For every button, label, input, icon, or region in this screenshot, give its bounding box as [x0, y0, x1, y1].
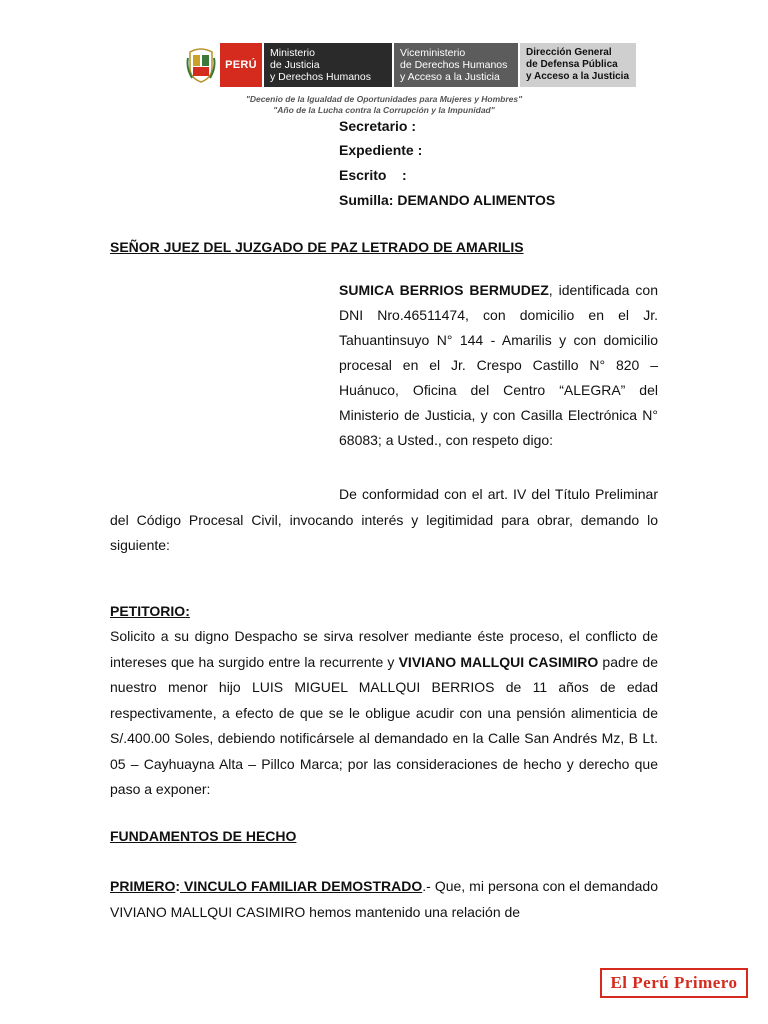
intro-paragraph — [339, 278, 658, 453]
viceministry-line-3: y Acceso a la Justicia — [400, 71, 500, 83]
escrito-label: Escrito : — [339, 167, 407, 183]
addressee-heading: SEÑOR JUEZ DEL JUZGADO DE PAZ LETRADO DE AMARILIS — [110, 239, 524, 255]
el-peru-primero-logo: El Perú Primero — [600, 968, 748, 998]
institutional-header — [182, 43, 636, 87]
secretario-label: Secretario : — [339, 118, 417, 134]
ministry-line-3: y Derechos Humanos — [270, 71, 371, 83]
primero-colon: : — [175, 878, 181, 894]
petitorio-colon: : — [185, 603, 190, 619]
fundamentos-heading: FUNDAMENTOS DE HECHO — [110, 828, 297, 844]
viceministry-line-1: Viceministerio — [400, 47, 466, 59]
direction-line-2: de Defensa Pública — [526, 59, 618, 70]
sumilla-line — [339, 192, 555, 208]
ministry-block — [264, 43, 392, 87]
petitorio-heading — [110, 603, 190, 619]
demandado-name: VIVIANO MALLQUI CASIMIRO — [398, 653, 599, 670]
petitorio-heading-text: PETITORIO — [110, 603, 186, 619]
direction-block — [520, 43, 636, 87]
ministry-line-2: de Justicia — [270, 59, 320, 71]
slogan-anio: "Año de la Lucha contra la Corrupción y la Impunidad" — [273, 105, 495, 115]
slogan-decenio: "Decenio de la Igualdad de Oportunidades para Mujeres y Hombres" — [245, 94, 523, 104]
conformidad-text: De conformidad con el art. IV del Título Preliminar del Código Procesal Civil, invocando interés y legitimidad para obrar, demando lo siguiente: — [110, 486, 658, 553]
petitorio-paragraph — [110, 624, 658, 803]
ministry-line-1: Ministerio — [270, 47, 315, 59]
plaintiff-name: SUMICA BERRIOS BERMUDEZ — [339, 282, 549, 298]
conformidad-paragraph — [110, 482, 658, 559]
sumilla-value: DEMANDO ALIMENTOS — [397, 192, 556, 208]
petitorio-text-a: Solicito a su digno Despacho se sirva resolver mediante éste proceso, el conflicto de intereses que ha surgido entre la recurrente y — [110, 628, 658, 670]
primero-title: VINCULO FAMILIAR DEMOSTRADO — [180, 878, 423, 894]
petitorio-text-b: padre de nuestro menor hijo LUIS MIGUEL MALLQUI BERRIOS de 11 años de edad respectivamente, a efecto de que se le obligue acudir con una pensión alimenticia de S/.400.00 Soles, debiendo notificársele al demandado en la Calle San Andrés Mz, B Lt. 05 – Cayhuayna Alta – Pillco Marca; por las consideraciones de hecho y derecho que paso a exponer: — [110, 653, 658, 797]
viceministry-block — [394, 43, 518, 87]
peru-badge: PERÚ — [220, 43, 262, 87]
primero-label: PRIMERO — [110, 878, 176, 894]
coat-of-arms-icon — [182, 43, 220, 87]
direction-line-3: y Acceso a la Justicia — [526, 71, 630, 82]
viceministry-line-2: de Derechos Humanos — [400, 59, 508, 71]
primero-paragraph — [110, 874, 658, 925]
expediente-label: Expediente : — [339, 142, 423, 158]
intro-text: , identificada con DNI Nro.46511474, con domicilio en el Jr. Tahuantinsuyo N° 144 - Amarilis y con domicilio procesal en el Jr. Crespo Castillo N° 820 – Huánuco, Oficina del Centro “ALEGRA” del Ministerio de Justicia, y con Casilla Electrónica N° 68083; a Usted., con respeto digo: — [339, 282, 658, 448]
sumilla-label: Sumilla: — [339, 192, 394, 208]
direction-line-1: Dirección General — [526, 47, 612, 58]
primero-text: .- Que, mi persona con el demandado VIVIANO MALLQUI CASIMIRO hemos mantenido una relación de — [110, 878, 659, 920]
